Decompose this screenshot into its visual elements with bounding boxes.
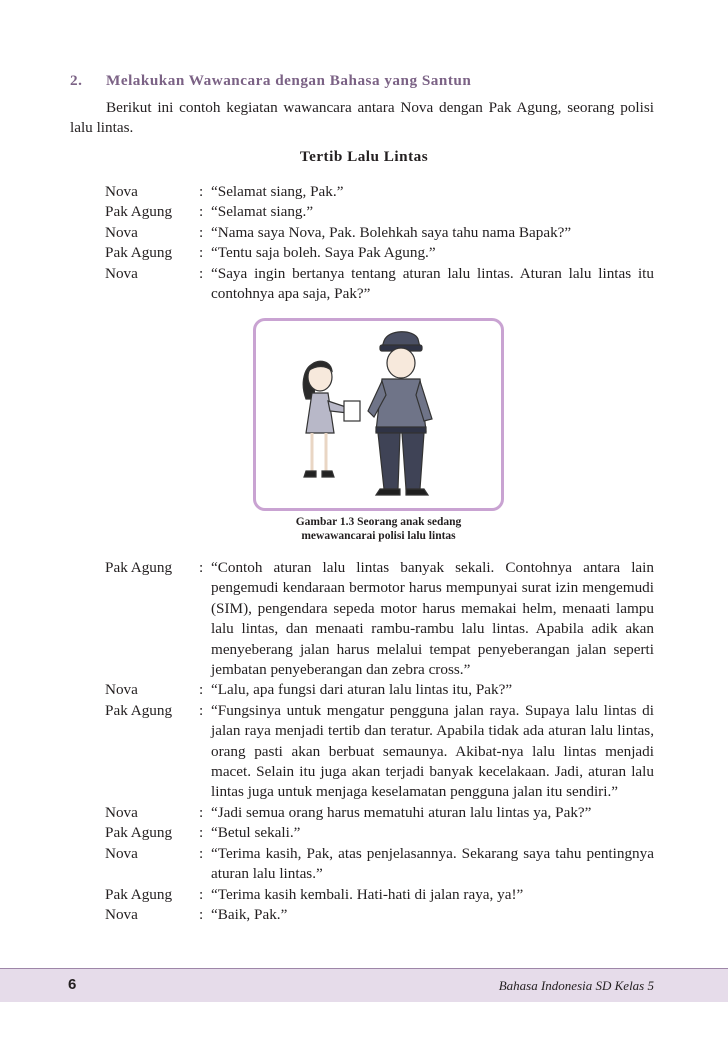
dialog-title: Tertib Lalu Lintas — [299, 148, 429, 165]
speech-text: “Betul sekali.” — [211, 824, 301, 842]
dialog-line: Nova : “Terima kasih, Pak, atas penjelasannya. Sekarang saya tahu pentingnya aturan lalu lintas.” — [105, 844, 654, 885]
caption-line-1: Gambar 1.3 Seorang anak sedang — [295, 516, 462, 528]
speaker-name: Pak Agung — [105, 244, 173, 262]
dialog-line: Nova : “Jadi semua orang harus mematuhi aturan lalu lintas ya, Pak?” — [105, 803, 654, 823]
speech-text: “Lalu, apa fungsi dari aturan lalu lintas itu, Pak?” — [211, 681, 513, 699]
speech-text: “Contoh aturan lalu lintas banyak sekali. Contohnya antara lain pengemudi kendaraan bermotor harus mempunyai surat izin mengemudi (SIM), pengendara sepeda motor harus memakai helm, menaati lampu lalu lintas, dan menaati rambu-rambu lalu lintas. Apabila adik akan menyeberang jalan harus melalui tempat penyeberangan jalan seperti jembatan penyeberangan dan zebra cross.” — [211, 559, 654, 679]
caption-line-2: mewawancarai polisi lalu lintas — [301, 530, 456, 542]
section-heading — [70, 71, 471, 91]
dialog-line: Nova : “Baik, Pak.” — [105, 905, 654, 925]
speaker-name: Pak Agung — [105, 824, 173, 842]
speech-text: “Saya ingin bertanya tentang aturan lalu lintas. Aturan lalu lintas itu contohnya apa saja, Pak?” — [211, 264, 654, 303]
dialog-line: Pak Agung : “Selamat siang.” — [105, 202, 654, 222]
speech-text: “Terima kasih kembali. Hati-hati di jalan raya, ya!” — [211, 885, 524, 903]
speaker-name: Nova — [105, 264, 138, 282]
dialog-line: Nova : “Selamat siang, Pak.” — [105, 182, 654, 202]
speaker-name: Nova — [105, 803, 138, 821]
dialog-line: Pak Agung : “Contoh aturan lalu lintas banyak sekali. Contohnya antara lain pengemudi kendaraan bermotor harus mempunyai surat izin mengemudi (SIM), pengendara sepeda motor harus memakai helm, menaati lampu lalu lintas, dan menaati rambu-rambu lalu lintas. Apabila adik akan menyeberang jalan harus melalui tempat penyeberangan jalan seperti jembatan penyeberangan dan zebra cross.” — [105, 558, 654, 680]
speaker-name: Nova — [105, 223, 138, 241]
section-title: Melakukan Wawancara dengan Bahasa yang Santun — [106, 72, 472, 89]
speech-text: “Nama saya Nova, Pak. Bolehkah saya tahu nama Bapak?” — [211, 223, 572, 241]
illustration-frame — [253, 318, 504, 511]
speech-text: “Baik, Pak.” — [211, 905, 288, 923]
dialog-line: Nova : “Saya ingin bertanya tentang aturan lalu lintas. Aturan lalu lintas itu contohnya apa saja, Pak?” — [105, 264, 654, 305]
figure-caption — [253, 515, 504, 543]
dialog-part-1 — [105, 182, 654, 304]
speaker-name: Pak Agung — [105, 559, 173, 576]
speaker-name: Nova — [105, 905, 138, 923]
dialog-line: Nova : “Nama saya Nova, Pak. Bolehkah saya tahu nama Bapak?” — [105, 223, 654, 243]
speaker-name: Nova — [105, 681, 138, 699]
speaker-name: Pak Agung — [105, 203, 173, 221]
intro-paragraph: Berikut ini contoh kegiatan wawancara antara Nova dengan Pak Agung, seorang polisi lalu lintas. — [70, 99, 654, 137]
speech-text: “Selamat siang, Pak.” — [211, 183, 344, 200]
policeman-figure — [368, 332, 432, 495]
page-number: 6 — [68, 976, 77, 993]
speaker-name: Nova — [105, 183, 138, 200]
dialog-line: Pak Agung : “Betul sekali.” — [105, 823, 654, 843]
section-number: 2. — [70, 72, 83, 89]
speaker-name: Nova — [105, 844, 138, 862]
speech-text: “Fungsinya untuk mengatur pengguna jalan raya. Supaya lalu lintas di jalan raya menjadi tertib dan teratur. Apabila tidak ada aturan lalu lintas, orang pasti akan berbuat semaunya. Akibat-nya lalu lintas menjadi macet. Selain itu juga akan terjadi banyak kecelakaan. Jadi, aturan lalu lintas juga untuk menjaga keselamatan pengguna jalan itu sendiri.” — [211, 701, 654, 801]
girl-figure — [303, 361, 360, 477]
dialog-line: Pak Agung : “Fungsinya untuk mengatur pengguna jalan raya. Supaya lalu lintas di jalan raya menjadi tertib dan teratur. Apabila tidak ada aturan lalu lintas, orang pasti akan berbuat semaunya. Akibat-nya lalu lintas menjadi macet. Selain itu juga akan terjadi banyak kecelakaan. Jadi, aturan lalu lintas juga untuk menjaga keselamatan pengguna jalan itu sendiri.” — [105, 701, 654, 803]
speaker-name: Pak Agung — [105, 885, 173, 903]
speech-text: “Jadi semua orang harus mematuhi aturan lalu lintas ya, Pak?” — [211, 803, 592, 821]
footer-divider — [0, 968, 728, 969]
speaker-name: Pak Agung — [105, 701, 173, 719]
dialog-line: Pak Agung : “Tentu saja boleh. Saya Pak Agung.” — [105, 243, 654, 263]
dialog-line: Nova : “Lalu, apa fungsi dari aturan lalu lintas itu, Pak?” — [105, 680, 654, 700]
book-title: Bahasa Indonesia SD Kelas 5 — [498, 978, 654, 993]
speech-text: “Terima kasih, Pak, atas penjelasannya. Sekarang saya tahu pentingnya aturan lalu lintas.” — [211, 844, 654, 883]
dialog-part-2 — [105, 558, 654, 925]
interview-illustration — [256, 321, 501, 508]
dialog-line: Pak Agung : “Terima kasih kembali. Hati-hati di jalan raya, ya!” — [105, 885, 654, 905]
speech-text: “Selamat siang.” — [211, 203, 314, 221]
speech-text: “Tentu saja boleh. Saya Pak Agung.” — [211, 244, 436, 262]
